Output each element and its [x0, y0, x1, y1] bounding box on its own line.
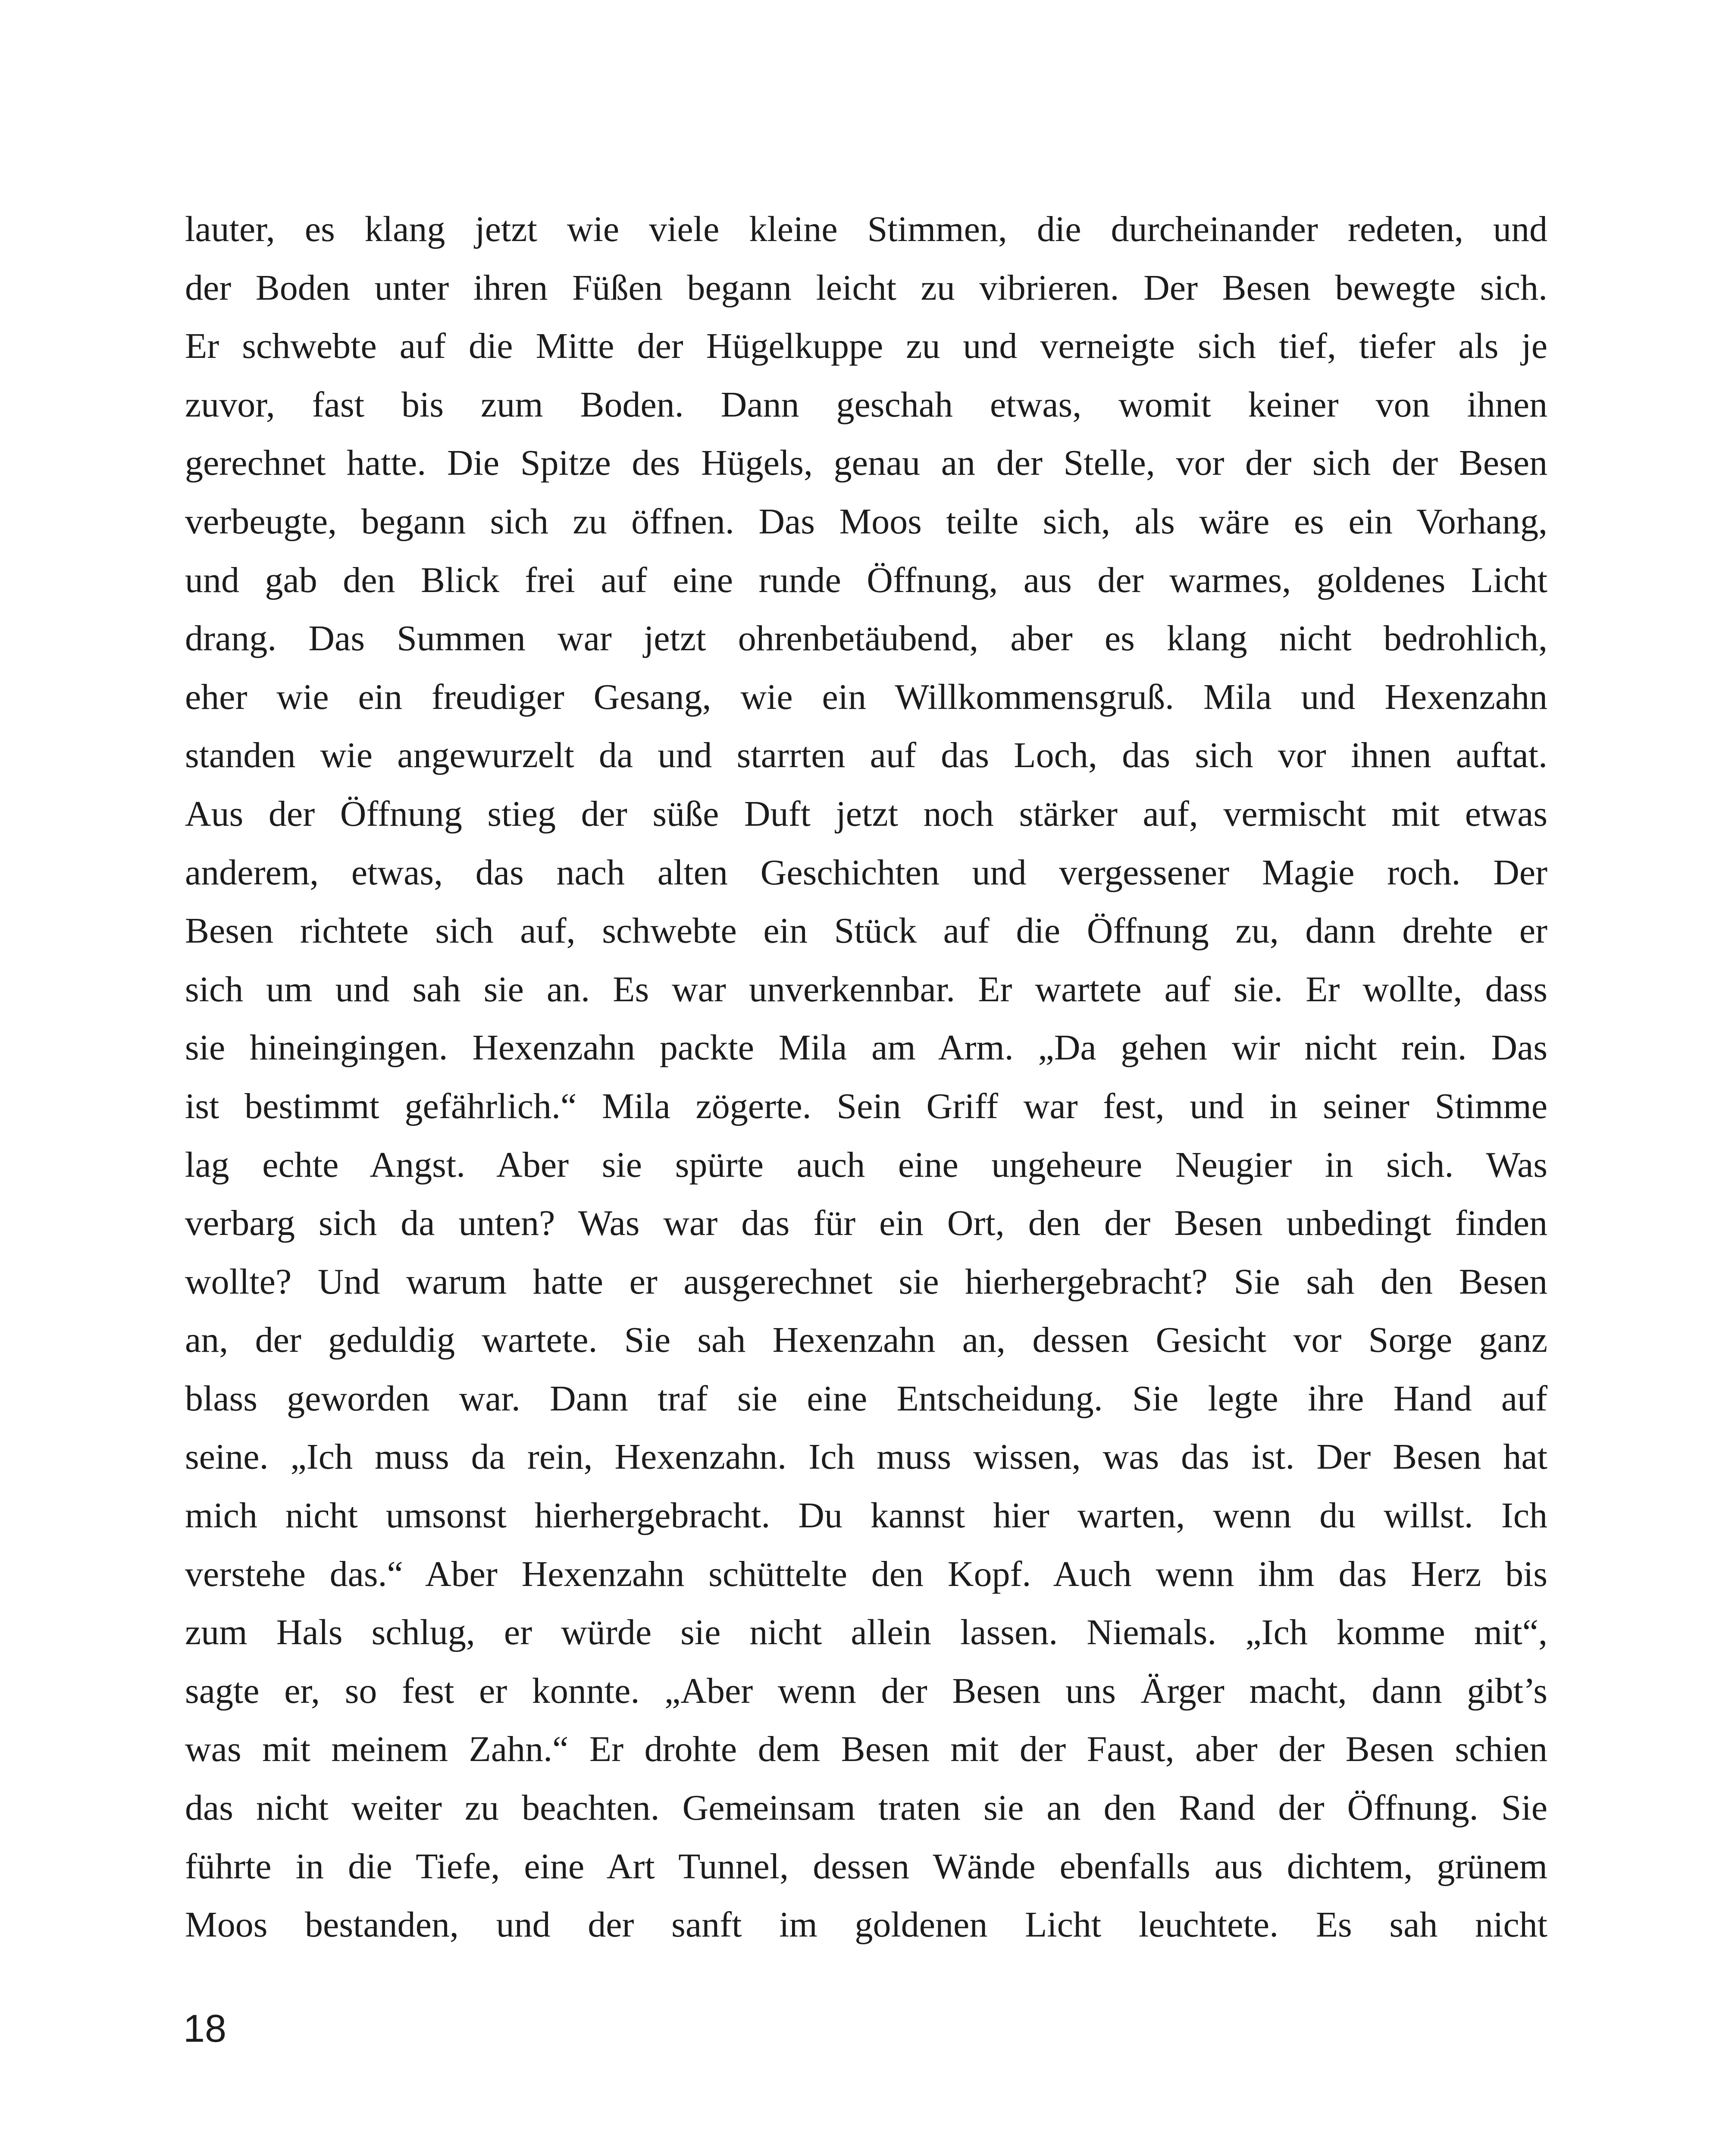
- text-line: verbarg sich da unten? Was war das für ein Ort, den der Besen unbedingt finden: [185, 1203, 1547, 1244]
- text-line: an, der geduldig wartete. Sie sah Hexenzahn an, dessen Gesicht vor Sorge ganz: [185, 1320, 1547, 1360]
- text-line: sie hineingingen. Hexenzahn packte Mila am Arm. „Da gehen wir nicht rein. Das: [185, 1028, 1547, 1068]
- text-line: lauter, es klang jetzt wie viele kleine Stimmen, die durcheinander redeten, und: [185, 209, 1547, 249]
- text-line: seine. „Ich muss da rein, Hexenzahn. Ich muss wissen, was das ist. Der Besen hat: [185, 1437, 1547, 1477]
- text-line: anderem, etwas, das nach alten Geschichten und vergessener Magie roch. Der: [185, 852, 1547, 893]
- text-line: wollte? Und warum hatte er ausgerechnet sie hierhergebracht? Sie sah den Besen: [185, 1261, 1547, 1302]
- text-line: sich um und sah sie an. Es war unverkennbar. Er wartete auf sie. Er wollte, dass: [185, 969, 1547, 1009]
- text-line: sagte er, so fest er konnte. „Aber wenn der Besen uns Ärger macht, dann gibt’s: [185, 1670, 1547, 1711]
- text-line: blass geworden war. Dann traf sie eine Entscheidung. Sie legte ihre Hand auf: [185, 1378, 1547, 1419]
- page-number: 18: [183, 2007, 227, 2050]
- text-line: was mit meinem Zahn.“ Er drohte dem Besen mit der Faust, aber der Besen schien: [185, 1729, 1547, 1770]
- text-line: Moos bestanden, und der sanft im goldenen Licht leuchtete. Es sah nicht: [185, 1905, 1547, 1945]
- text-line: der Boden unter ihren Füßen begann leicht zu vibrieren. Der Besen bewegte sich.: [185, 267, 1547, 308]
- text-line: Aus der Öffnung stieg der süße Duft jetzt noch stärker auf, vermischt mit etwas: [185, 793, 1547, 834]
- text-line: lag echte Angst. Aber sie spürte auch eine ungeheure Neugier in sich. Was: [185, 1144, 1547, 1185]
- text-line: führte in die Tiefe, eine Art Tunnel, dessen Wände ebenfalls aus dichtem, grünem: [185, 1846, 1547, 1887]
- text-line: verbeugte, begann sich zu öffnen. Das Moos teilte sich, als wäre es ein Vorhang,: [185, 501, 1547, 542]
- text-line: eher wie ein freudiger Gesang, wie ein Willkommensgruß. Mila und Hexenzahn: [185, 677, 1547, 717]
- body-text: [185, 200, 1547, 1954]
- text-line: das nicht weiter zu beachten. Gemeinsam traten sie an den Rand der Öffnung. Sie: [185, 1788, 1547, 1828]
- text-line: ist bestimmt gefährlich.“ Mila zögerte. Sein Griff war fest, und in seiner Stimme: [185, 1086, 1547, 1126]
- text-line: standen wie angewurzelt da und starrten auf das Loch, das sich vor ihnen auftat.: [185, 735, 1547, 776]
- text-line: Er schwebte auf die Mitte der Hügelkuppe zu und verneigte sich tief, tiefer als je: [185, 326, 1547, 367]
- text-line: und gab den Blick frei auf eine runde Öffnung, aus der warmes, goldenes Licht: [185, 560, 1547, 600]
- text-line: gerechnet hatte. Die Spitze des Hügels, genau an der Stelle, vor der sich der Besen: [185, 443, 1547, 483]
- text-line: zuvor, fast bis zum Boden. Dann geschah etwas, womit keiner von ihnen: [185, 384, 1547, 425]
- text-line: verstehe das.“ Aber Hexenzahn schüttelte den Kopf. Auch wenn ihm das Herz bis: [185, 1554, 1547, 1594]
- text-line: mich nicht umsonst hierhergebracht. Du kannst hier warten, wenn du willst. Ich: [185, 1495, 1547, 1536]
- text-line: Besen richtete sich auf, schwebte ein Stück auf die Öffnung zu, dann drehte er: [185, 911, 1547, 951]
- text-line: drang. Das Summen war jetzt ohrenbetäubend, aber es klang nicht bedrohlich,: [185, 618, 1547, 659]
- text-line: zum Hals schlug, er würde sie nicht allein lassen. Niemals. „Ich komme mit“,: [185, 1612, 1547, 1653]
